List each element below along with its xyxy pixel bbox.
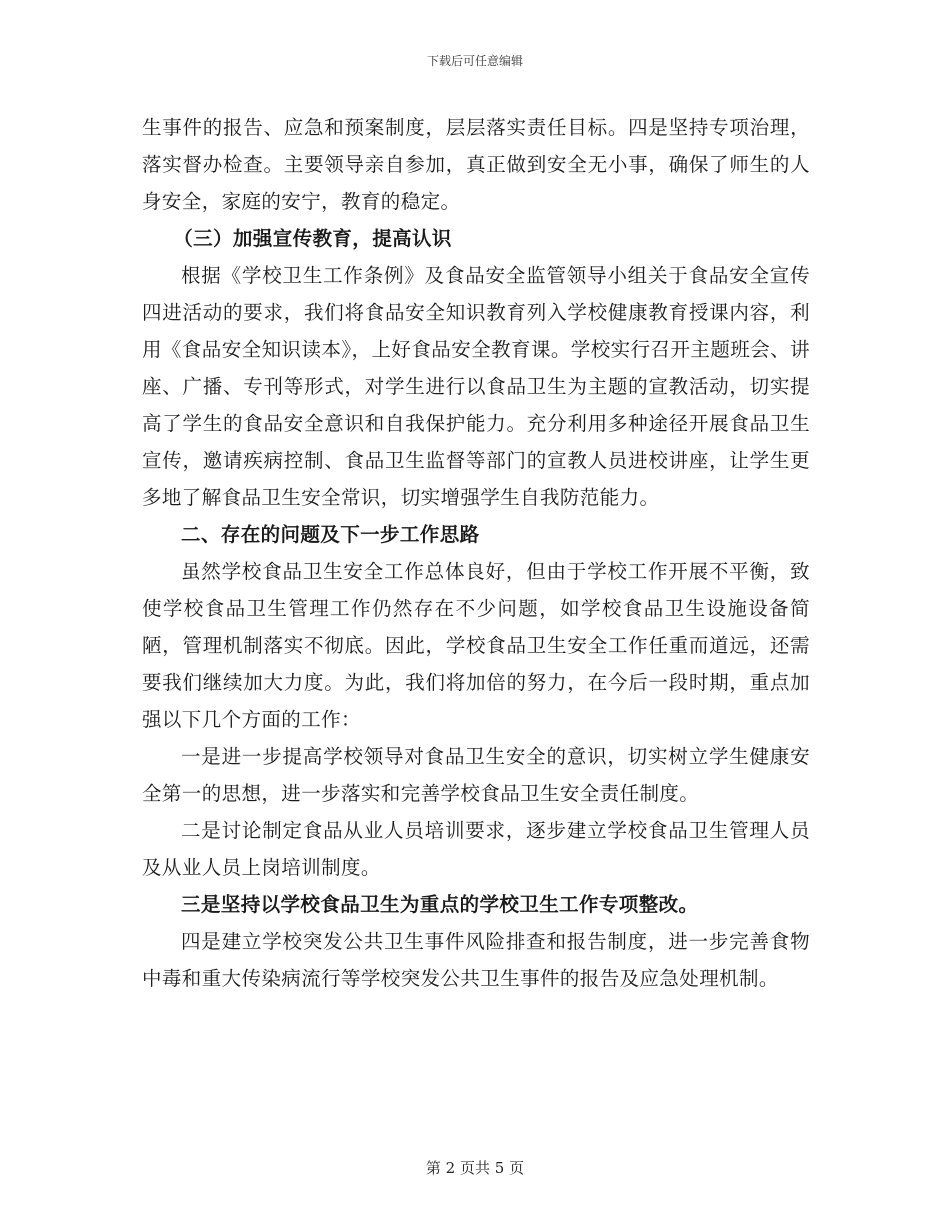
page-header: 下载后可任意编辑 bbox=[426, 54, 523, 68]
paragraph-item-4: 四是建立学校突发公共卫生事件风险排查和报告制度，进一步完善食物中毒和重大传染病流行等学校突发公共卫生事件的报告及应急处理机制。 bbox=[142, 930, 810, 990]
paragraph-item-1: 一是进一步提高学校领导对食品卫生安全的意识，切实树立学生健康安全第一的思想，进一步落实和完善学校食品卫生安全责任制度。 bbox=[142, 745, 810, 805]
document-body bbox=[142, 109, 810, 997]
section-heading-3: （三）加强宣传教育，提高认识 bbox=[173, 227, 452, 250]
paragraph-problems: 虽然学校食品卫生安全工作总体良好，但由于学校工作开展不平衡，致使学校食品卫生管理工作仍然存在不少问题，如学校食品卫生设施设备简陋，管理机制落实不彻底。因此，学校食品卫生安全工作任重而道远，还需要我们继续加大力度。为此，我们将加倍的努力，在今后一段时期，重点加强以下几个方面的工作： bbox=[142, 560, 810, 731]
paragraph-publicity: 根据《学校卫生工作条例》及食品安全监管领导小组关于食品安全宣传四进活动的要求，我们将食品安全知识教育列入学校健康教育授课内容，利用《食品安全知识读本》，上好食品安全教育课。学校实行召开主题班会、讲座、广播、专刊等形式，对学生进行以食品卫生为主题的宣教活动，切实提高了学生的食品安全意识和自我保护能力。充分利用多种途径开展食品卫生宣传，邀请疾病控制、食品卫生监督等部门的宣教人员进校讲座，让学生更多地了解食品卫生安全常识，切实增强学生自我防范能力。 bbox=[142, 264, 810, 509]
paragraph-item-3: 三是坚持以学校食品卫生为重点的学校卫生工作专项整改。 bbox=[181, 893, 699, 916]
paragraph-continuation: 生事件的报告、应急和预案制度，层层落实责任目标。四是坚持专项治理，落实督办检查。主要领导亲自参加，真正做到安全无小事，确保了师生的人身安全，家庭的安宁，教育的稳定。 bbox=[142, 116, 810, 213]
section-heading-2: 二、存在的问题及下一步工作思路 bbox=[181, 523, 480, 546]
page-footer: 第 2 页共 5 页 bbox=[425, 1159, 525, 1177]
paragraph-item-2: 二是讨论制定食品从业人员培训要求，逐步建立学校食品卫生管理人员及从业人员上岗培训制度。 bbox=[142, 819, 810, 879]
